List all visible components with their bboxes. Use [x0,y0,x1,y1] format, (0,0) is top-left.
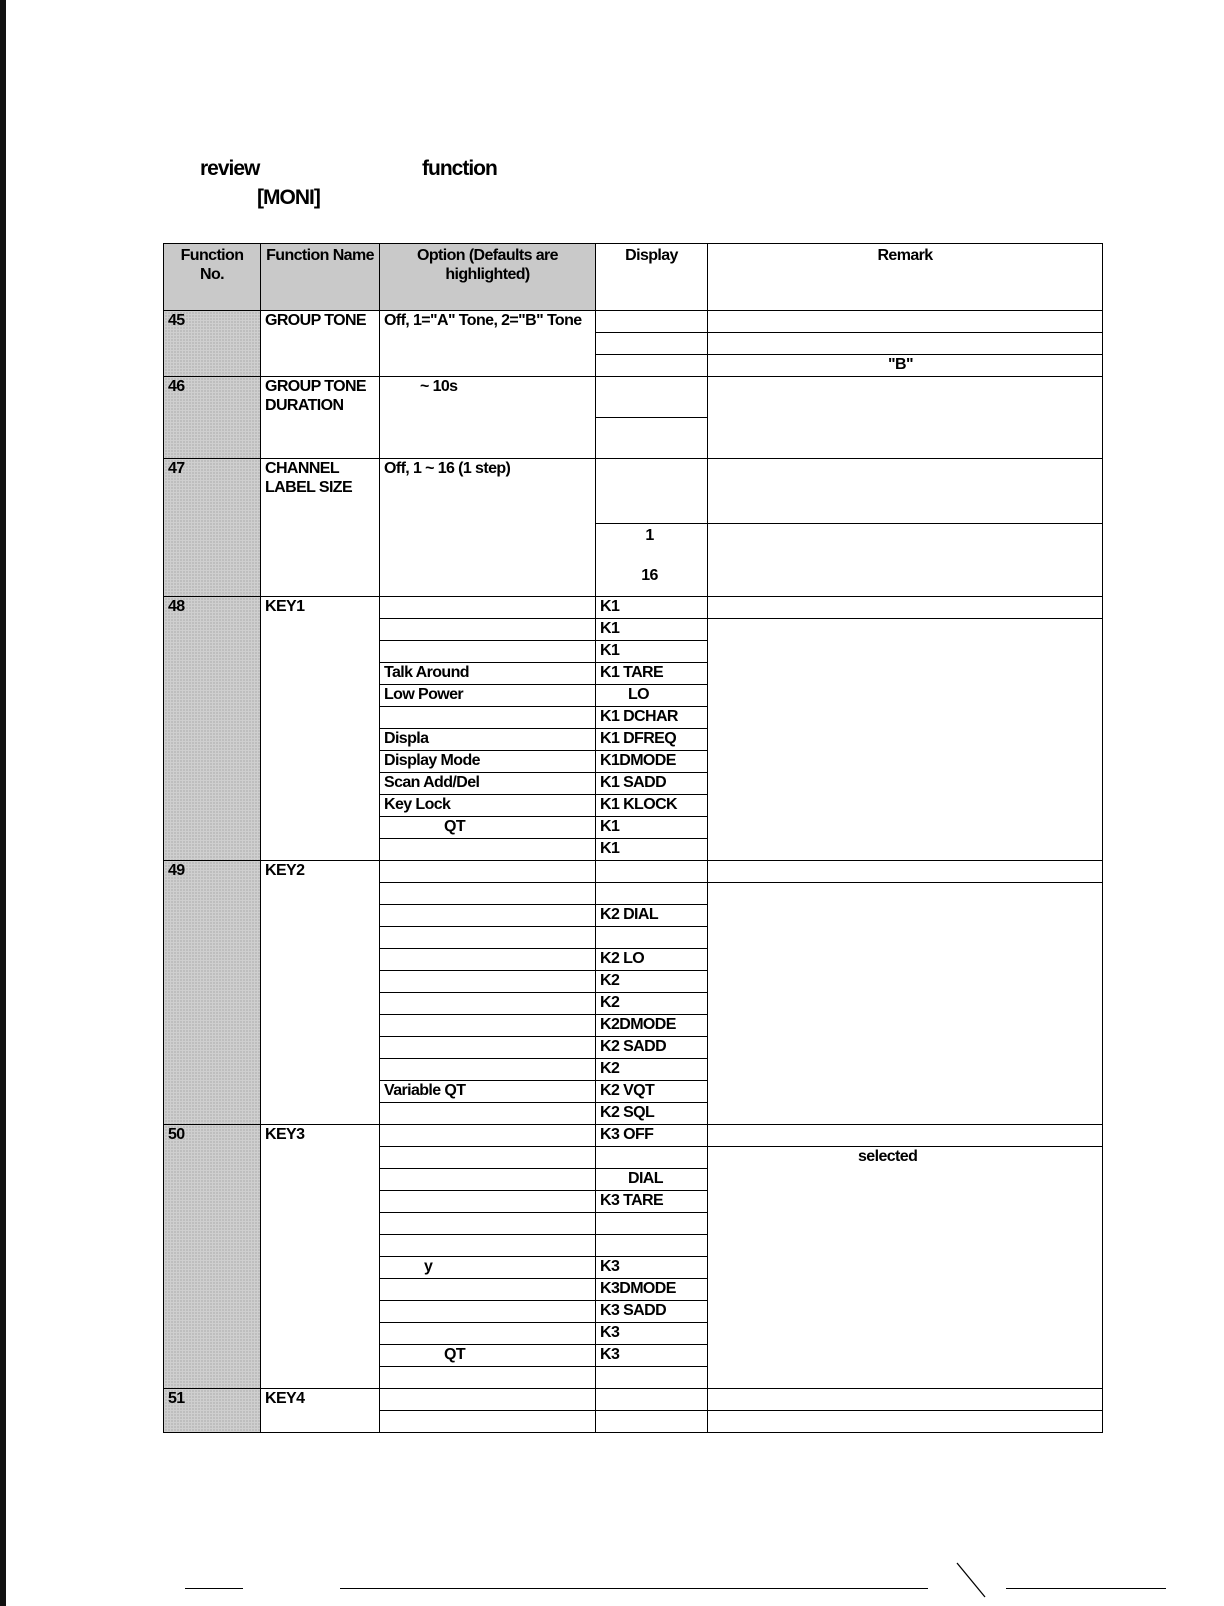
table-row [164,1125,1103,1147]
remark-cell [708,1411,1103,1433]
display-cell: K2 [596,993,708,1015]
display-cell [596,1389,708,1411]
display-cell: K3 [596,1257,708,1279]
display-cell [596,333,708,355]
function-no-45: 45 [164,311,261,377]
remark-cell [708,861,1103,883]
header-remark: Remark [708,244,1103,311]
option-cell [380,1279,596,1301]
option-cell [380,1213,596,1235]
display-cell [596,1411,708,1433]
remark-cell [708,1389,1103,1411]
option-cell [380,1191,596,1213]
option-46: ~ 10s [380,377,596,459]
table-row [164,311,1103,333]
option-cell: Display Mode [380,751,596,773]
function-name-51: KEY4 [261,1389,380,1433]
option-cell [380,949,596,971]
option-cell [380,927,596,949]
function-name-50: KEY3 [261,1125,380,1389]
display-cell: K2 LO [596,949,708,971]
option-cell [380,1103,596,1125]
remark-cell [708,524,1103,597]
remark-cell [708,883,1103,1125]
scan-edge-bar [0,0,6,1606]
display-cell: K1 TARE [596,663,708,685]
option-cell [380,1169,596,1191]
header-function-name: Function Name [261,244,380,311]
display-cell: K1 DFREQ [596,729,708,751]
option-cell [380,1235,596,1257]
display-cell: DIAL [596,1169,708,1191]
function-no-51: 51 [164,1389,261,1433]
table-row [164,459,1103,524]
function-no-47: 47 [164,459,261,597]
table-header-row [164,244,1103,311]
header-option: Option (Defaults are highlighted) [380,244,596,311]
remark-b-tone: "B" [708,355,1103,377]
function-name-48: KEY1 [261,597,380,861]
display-cell [596,883,708,905]
option-cell: Talk Around [380,663,596,685]
table-row [164,377,1103,418]
display-cell [596,1367,708,1389]
display-cell: K3 SADD [596,1301,708,1323]
header-display: Display [596,244,708,311]
display-cell: K2 SQL [596,1103,708,1125]
display-47-max: 16 [641,567,658,584]
display-cell [596,459,708,524]
option-cell: QT [380,817,596,839]
heading-review: review [200,157,260,180]
remark-cell [708,1125,1103,1147]
option-cell [380,1059,596,1081]
display-cell: K1 [596,619,708,641]
option-cell [380,905,596,927]
option-cell [380,971,596,993]
option-cell [380,1147,596,1169]
remark-cell [708,333,1103,355]
display-cell [596,377,708,418]
option-cell: QT [380,1345,596,1367]
option-cell [380,707,596,729]
display-cell [596,1147,708,1169]
footer-rule-2 [340,1588,928,1589]
option-cell [380,597,596,619]
option-cell [380,993,596,1015]
option-cell: y [380,1257,596,1279]
display-cell: LO [596,685,708,707]
remark-cell [708,377,1103,459]
display-cell: K2 [596,1059,708,1081]
remark-cell [708,619,1103,861]
display-cell: K2 [596,971,708,993]
header-function-no: Function No. [164,244,261,311]
option-cell [380,1367,596,1389]
option-cell [380,883,596,905]
display-cell: K2DMODE [596,1015,708,1037]
function-no-46: 46 [164,377,261,459]
display-cell [596,1235,708,1257]
display-cell [596,355,708,377]
pen-stroke-mark [955,1561,995,1601]
option-cell [380,1389,596,1411]
option-cell [380,839,596,861]
heading-moni: [MONI] [257,186,320,209]
remark-cell [708,459,1103,524]
function-name-49: KEY2 [261,861,380,1125]
display-cell: K3 [596,1345,708,1367]
display-cell: K2 DIAL [596,905,708,927]
function-name-47: CHANNEL LABEL SIZE [261,459,380,597]
display-cell: K1 [596,839,708,861]
remark-selected: selected [708,1147,1103,1389]
option-cell: Key Lock [380,795,596,817]
display-cell [596,1213,708,1235]
display-cell [596,418,708,459]
footer-rule-3 [1006,1588,1166,1589]
display-cell: K1 [596,817,708,839]
display-cell: K1 DCHAR [596,707,708,729]
display-47-min: 1 [645,527,654,544]
display-cell: K2 VQT [596,1081,708,1103]
option-cell [380,619,596,641]
option-cell: Low Power [380,685,596,707]
display-cell: K1DMODE [596,751,708,773]
option-cell [380,641,596,663]
table-row [164,1389,1103,1411]
display-cell: K3 OFF [596,1125,708,1147]
option-cell [380,1037,596,1059]
display-47-range [596,524,708,597]
function-no-50: 50 [164,1125,261,1389]
option-45: Off, 1="A" Tone, 2="B" Tone [380,311,596,377]
option-47: Off, 1 ~ 16 (1 step) [380,459,596,597]
option-cell: Scan Add/Del [380,773,596,795]
display-cell [596,311,708,333]
function-name-45: GROUP TONE [261,311,380,377]
table-row [164,597,1103,619]
display-cell: K1 [596,597,708,619]
option-cell: Displa [380,729,596,751]
display-cell: K3 [596,1323,708,1345]
option-cell [380,1125,596,1147]
display-cell: K3DMODE [596,1279,708,1301]
display-cell [596,861,708,883]
remark-cell [708,311,1103,333]
display-cell: K1 [596,641,708,663]
function-table [163,243,1103,1433]
option-cell [380,1301,596,1323]
heading-function: function [422,157,497,180]
option-cell [380,1323,596,1345]
display-cell: K3 TARE [596,1191,708,1213]
option-cell: Variable QT [380,1081,596,1103]
display-cell: K1 KLOCK [596,795,708,817]
display-cell: K1 SADD [596,773,708,795]
function-name-46: GROUP TONE DURATION [261,377,380,459]
function-no-49: 49 [164,861,261,1125]
option-cell [380,861,596,883]
display-cell: K2 SADD [596,1037,708,1059]
option-cell [380,1411,596,1433]
function-no-48: 48 [164,597,261,861]
remark-cell [708,597,1103,619]
option-cell [380,1015,596,1037]
display-cell [596,927,708,949]
table-row [164,861,1103,883]
footer-rule-1 [185,1588,243,1589]
